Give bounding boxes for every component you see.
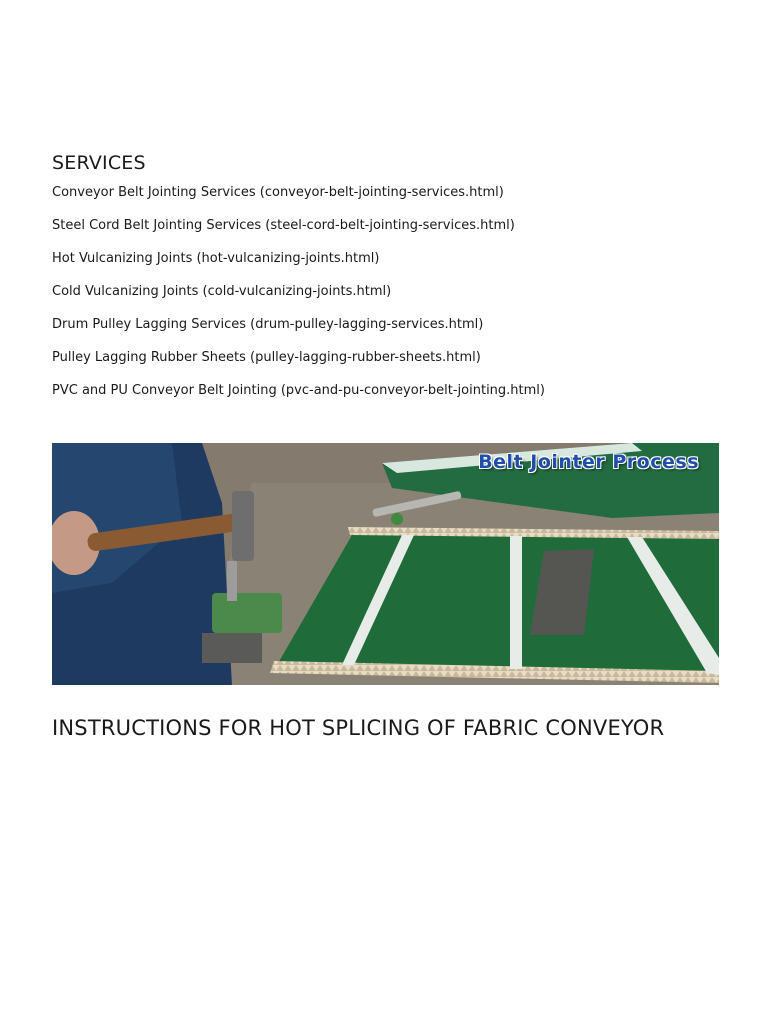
services-heading: SERVICES xyxy=(52,152,146,174)
list-item xyxy=(52,184,545,217)
list-item xyxy=(52,316,545,349)
service-link-conveyor-belt-jointing[interactable]: Conveyor Belt Jointing Services (conveyor-belt-jointing-services.html) xyxy=(52,185,504,200)
services-list xyxy=(52,184,545,415)
belt-jointer-illustration xyxy=(52,443,719,685)
service-link-hot-vulcanizing-joints[interactable]: Hot Vulcanizing Joints (hot-vulcanizing-joints.html) xyxy=(52,251,380,266)
list-item xyxy=(52,349,545,382)
list-item xyxy=(52,382,545,415)
list-item xyxy=(52,283,545,316)
service-link-steel-cord-belt-jointing[interactable]: Steel Cord Belt Jointing Services (steel-cord-belt-jointing-services.html) xyxy=(52,218,515,233)
service-link-cold-vulcanizing-joints[interactable]: Cold Vulcanizing Joints (cold-vulcanizing-joints.html) xyxy=(52,284,392,299)
service-link-pvc-pu-belt-jointing[interactable]: PVC and PU Conveyor Belt Jointing (pvc-and-pu-conveyor-belt-jointing.html) xyxy=(52,383,545,398)
service-link-pulley-lagging-rubber-sheets[interactable]: Pulley Lagging Rubber Sheets (pulley-lagging-rubber-sheets.html) xyxy=(52,350,481,365)
instructions-heading: INSTRUCTIONS FOR HOT SPLICING OF FABRIC CONVEYOR xyxy=(52,716,665,740)
list-item xyxy=(52,250,545,283)
photo-caption: Belt Jointer Process xyxy=(478,451,699,473)
list-item xyxy=(52,217,545,250)
service-link-drum-pulley-lagging[interactable]: Drum Pulley Lagging Services (drum-pulley-lagging-services.html) xyxy=(52,317,484,332)
belt-jointer-photo xyxy=(52,443,719,685)
